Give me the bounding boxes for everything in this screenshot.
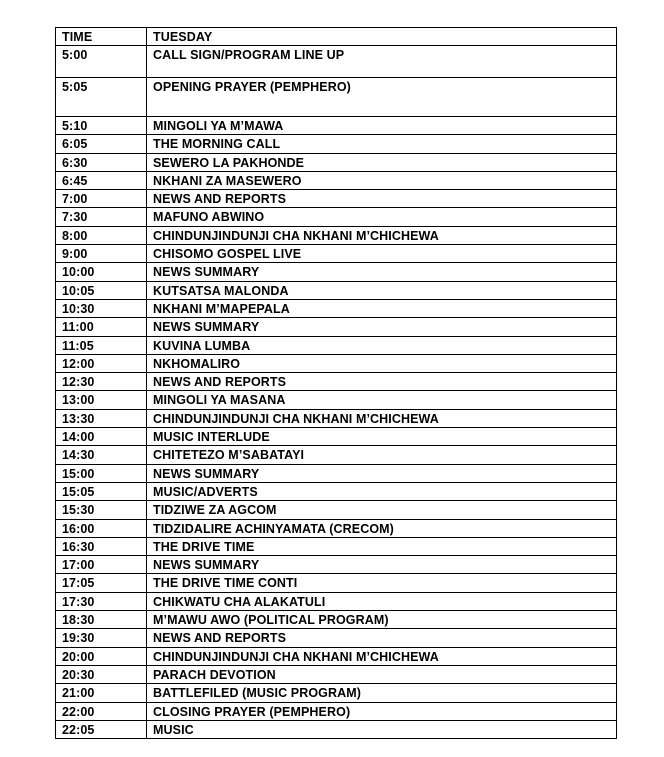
time-cell: 14:00 xyxy=(56,428,147,446)
time-cell: 9:00 xyxy=(56,245,147,263)
table-row xyxy=(56,153,617,171)
table-row xyxy=(56,574,617,592)
program-cell: SEWERO LA PAKHONDE xyxy=(147,153,617,171)
program-cell: MUSIC INTERLUDE xyxy=(147,428,617,446)
day-column-header: TUESDAY xyxy=(147,28,617,46)
time-cell: 17:30 xyxy=(56,592,147,610)
program-cell: NKHANI ZA MASEWERO xyxy=(147,171,617,189)
time-cell: 6:05 xyxy=(56,135,147,153)
table-row xyxy=(56,336,617,354)
program-cell: PARACH DEVOTION xyxy=(147,665,617,683)
table-row xyxy=(56,519,617,537)
time-cell: 13:30 xyxy=(56,409,147,427)
program-cell: CHISOMO GOSPEL LIVE xyxy=(147,245,617,263)
time-cell: 15:30 xyxy=(56,501,147,519)
time-cell: 5:05 xyxy=(56,78,147,117)
table-row xyxy=(56,446,617,464)
program-cell: BATTLEFILED (MUSIC PROGRAM) xyxy=(147,684,617,702)
table-row xyxy=(56,537,617,555)
time-cell: 19:30 xyxy=(56,629,147,647)
table-row xyxy=(56,647,617,665)
time-cell: 7:00 xyxy=(56,190,147,208)
time-cell: 10:30 xyxy=(56,299,147,317)
schedule-table xyxy=(55,27,617,739)
table-row xyxy=(56,226,617,244)
table-row xyxy=(56,135,617,153)
program-cell: CHINDUNJINDUNJI CHA NKHANI M’CHICHEWA xyxy=(147,409,617,427)
program-cell: NEWS SUMMARY xyxy=(147,318,617,336)
time-cell: 10:00 xyxy=(56,263,147,281)
schedule-body xyxy=(56,46,617,739)
time-cell: 13:00 xyxy=(56,391,147,409)
time-cell: 16:30 xyxy=(56,537,147,555)
time-cell: 12:30 xyxy=(56,373,147,391)
table-row xyxy=(56,464,617,482)
time-cell: 5:10 xyxy=(56,117,147,135)
time-column-header: TIME xyxy=(56,28,147,46)
time-cell: 11:00 xyxy=(56,318,147,336)
table-row xyxy=(56,373,617,391)
time-cell: 7:30 xyxy=(56,208,147,226)
time-cell: 12:00 xyxy=(56,354,147,372)
program-cell: NEWS SUMMARY xyxy=(147,556,617,574)
program-cell: KUTSATSA MALONDA xyxy=(147,281,617,299)
time-cell: 8:00 xyxy=(56,226,147,244)
time-cell: 21:00 xyxy=(56,684,147,702)
program-cell: TIDZIWE ZA AGCOM xyxy=(147,501,617,519)
program-cell: NKHOMALIRO xyxy=(147,354,617,372)
table-row xyxy=(56,409,617,427)
time-cell: 6:45 xyxy=(56,171,147,189)
table-row xyxy=(56,78,617,117)
time-cell: 10:05 xyxy=(56,281,147,299)
time-cell: 22:05 xyxy=(56,720,147,738)
table-row xyxy=(56,117,617,135)
program-cell: CHIKWATU CHA ALAKATULI xyxy=(147,592,617,610)
program-cell: CHITETEZO M’SABATAYI xyxy=(147,446,617,464)
program-cell: MAFUNO ABWINO xyxy=(147,208,617,226)
table-row xyxy=(56,299,617,317)
time-cell: 20:30 xyxy=(56,665,147,683)
table-row xyxy=(56,245,617,263)
program-cell: THE MORNING CALL xyxy=(147,135,617,153)
time-cell: 17:05 xyxy=(56,574,147,592)
time-cell: 14:30 xyxy=(56,446,147,464)
program-cell: THE DRIVE TIME CONTI xyxy=(147,574,617,592)
program-cell: NEWS AND REPORTS xyxy=(147,629,617,647)
time-cell: 16:00 xyxy=(56,519,147,537)
table-row xyxy=(56,208,617,226)
table-row xyxy=(56,281,617,299)
table-row xyxy=(56,611,617,629)
table-row xyxy=(56,318,617,336)
program-cell: THE DRIVE TIME xyxy=(147,537,617,555)
time-cell: 15:00 xyxy=(56,464,147,482)
time-cell: 5:00 xyxy=(56,46,147,78)
program-cell: MINGOLI YA MASANA xyxy=(147,391,617,409)
table-row xyxy=(56,263,617,281)
table-row xyxy=(56,629,617,647)
time-cell: 11:05 xyxy=(56,336,147,354)
time-cell: 6:30 xyxy=(56,153,147,171)
table-row xyxy=(56,665,617,683)
time-cell: 15:05 xyxy=(56,482,147,500)
program-cell: NEWS SUMMARY xyxy=(147,263,617,281)
program-cell: M’MAWU AWO (POLITICAL PROGRAM) xyxy=(147,611,617,629)
table-row xyxy=(56,720,617,738)
program-cell: NEWS SUMMARY xyxy=(147,464,617,482)
table-row xyxy=(56,702,617,720)
program-cell: MUSIC/ADVERTS xyxy=(147,482,617,500)
program-cell: KUVINA LUMBA xyxy=(147,336,617,354)
program-cell: MINGOLI YA M’MAWA xyxy=(147,117,617,135)
time-cell: 22:00 xyxy=(56,702,147,720)
program-cell: TIDZIDALIRE ACHINYAMATA (CRECOM) xyxy=(147,519,617,537)
table-row xyxy=(56,482,617,500)
program-cell: NEWS AND REPORTS xyxy=(147,373,617,391)
program-cell: CHINDUNJINDUNJI CHA NKHANI M’CHICHEWA xyxy=(147,647,617,665)
time-cell: 20:00 xyxy=(56,647,147,665)
table-row xyxy=(56,592,617,610)
time-cell: 17:00 xyxy=(56,556,147,574)
table-row xyxy=(56,46,617,78)
table-row xyxy=(56,171,617,189)
table-row xyxy=(56,556,617,574)
table-row xyxy=(56,190,617,208)
table-row xyxy=(56,428,617,446)
program-cell: NKHANI M’MAPEPALA xyxy=(147,299,617,317)
program-cell: MUSIC xyxy=(147,720,617,738)
table-row xyxy=(56,684,617,702)
program-cell: CHINDUNJINDUNJI CHA NKHANI M’CHICHEWA xyxy=(147,226,617,244)
table-row xyxy=(56,354,617,372)
table-row xyxy=(56,391,617,409)
time-cell: 18:30 xyxy=(56,611,147,629)
header-row xyxy=(56,28,617,46)
program-cell: NEWS AND REPORTS xyxy=(147,190,617,208)
program-cell: OPENING PRAYER (PEMPHERO) xyxy=(147,78,617,117)
table-row xyxy=(56,501,617,519)
program-cell: CLOSING PRAYER (PEMPHERO) xyxy=(147,702,617,720)
program-cell: CALL SIGN/PROGRAM LINE UP xyxy=(147,46,617,78)
